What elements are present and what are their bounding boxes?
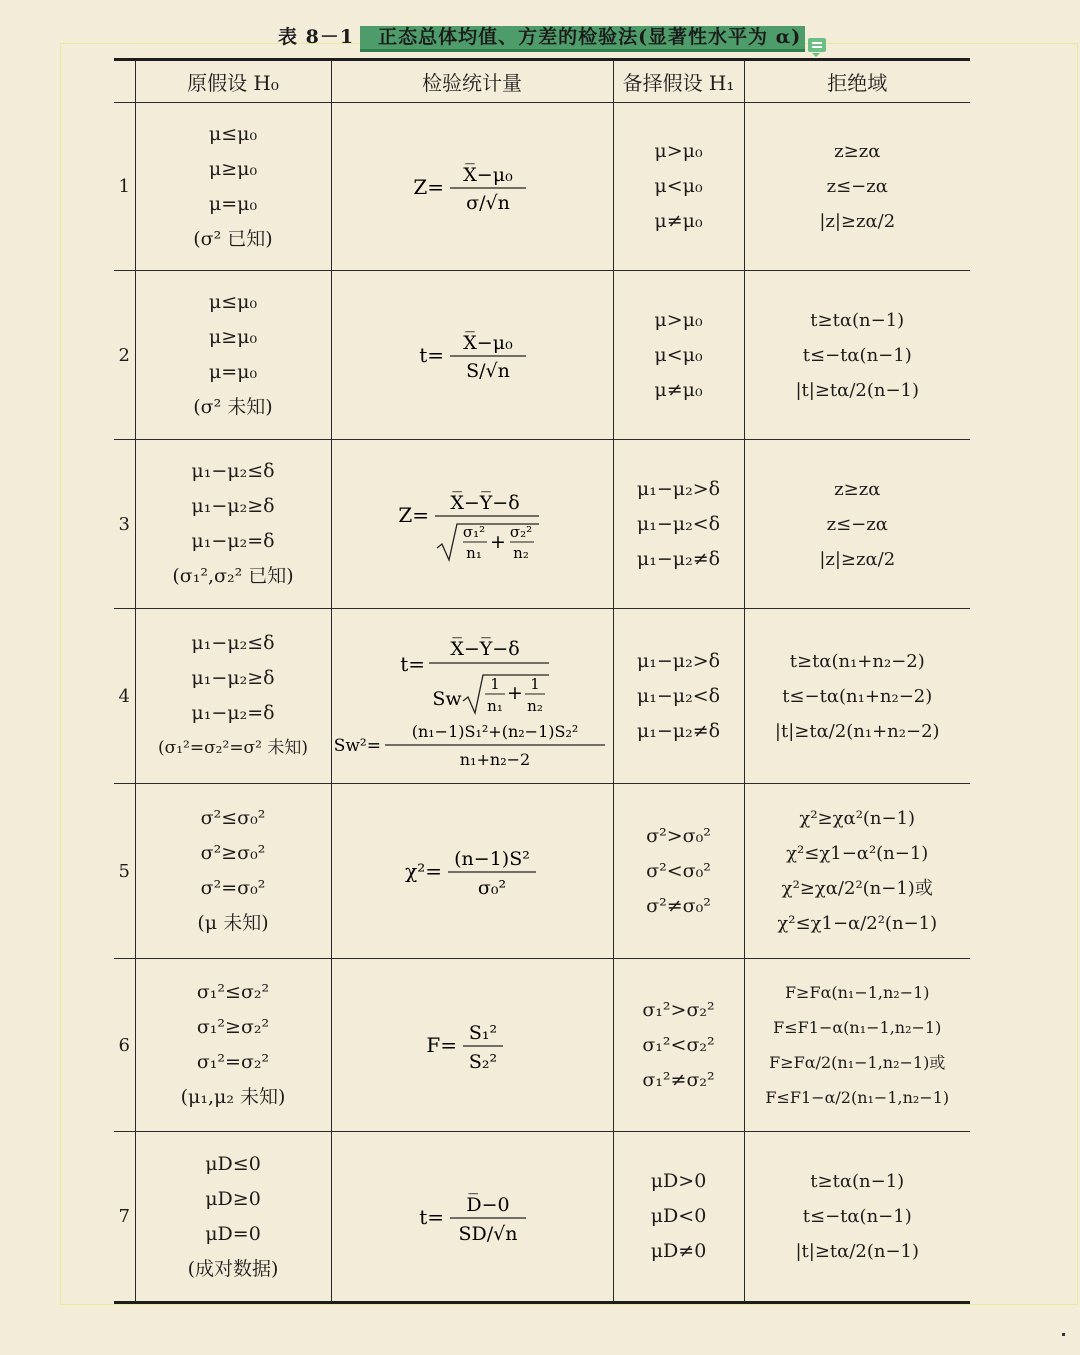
svg-text:S₁²: S₁²	[468, 1022, 498, 1044]
alternative-hypothesis-cell	[613, 103, 744, 271]
null-hypothesis: μD≥0	[205, 1187, 261, 1210]
row-index: 7	[118, 1206, 130, 1227]
rejection-region: χ²≥χα/2²(n−1)或	[781, 878, 933, 899]
alternative-hypothesis: μ<μ₀	[654, 175, 703, 197]
condition-note: (μ₁,μ₂ 未知)	[180, 1086, 286, 1108]
svg-text:D̅−0: D̅−0	[466, 1193, 510, 1216]
test-statistic-cell	[331, 103, 613, 271]
test-statistic-formula	[412, 325, 532, 385]
condition-note: (σ² 已知)	[193, 227, 273, 250]
row-index: 6	[118, 1034, 130, 1056]
svg-text:Z=: Z=	[398, 503, 429, 527]
caption-title[interactable]: 正态总体均值、方差的检验法(显著性水平为 α)	[360, 26, 805, 52]
rejection-region: z≤−zα	[826, 176, 888, 197]
rejection-region: t≤−tα(n−1)	[802, 344, 912, 366]
condition-note: (σ₁²,σ₂² 已知)	[172, 565, 294, 587]
svg-text:Sw: Sw	[432, 688, 462, 710]
header-test-statistic: 检验统计量	[331, 60, 613, 103]
table-row	[114, 609, 970, 784]
null-hypothesis-cell	[135, 1132, 331, 1303]
svg-text:n₁+n₂−2: n₁+n₂−2	[459, 750, 531, 769]
null-hypothesis: μ≥μ₀	[208, 326, 258, 348]
test-statistic-cell	[331, 271, 613, 440]
alternative-hypothesis: μ₁−μ₂<δ	[636, 684, 721, 707]
null-hypothesis: μ₁−μ₂≤δ	[191, 632, 275, 654]
svg-text:σ/√n: σ/√n	[466, 191, 510, 214]
header-row	[114, 60, 970, 103]
svg-text:n₂: n₂	[513, 544, 529, 562]
test-statistic-cell	[331, 440, 613, 609]
alternative-hypothesis: σ₁²≠σ₂²	[642, 1068, 715, 1091]
test-statistic-formula	[412, 1187, 532, 1247]
null-hypothesis: σ²=σ₀²	[200, 877, 266, 899]
alternative-hypothesis: μ>μ₀	[654, 140, 703, 162]
svg-text:χ²=: χ²=	[405, 859, 442, 883]
test-statistic-formula	[427, 1015, 517, 1075]
rejection-region: |t|≥tα/2(n−1)	[795, 379, 920, 401]
alternative-hypothesis: σ₁²<σ₂²	[642, 1033, 715, 1056]
test-statistic-formula	[333, 623, 607, 769]
table-row	[114, 103, 970, 271]
test-statistic-cell	[331, 784, 613, 959]
null-hypothesis-cell	[135, 784, 331, 959]
null-hypothesis: σ₁²≥σ₂²	[196, 1016, 270, 1038]
svg-text:S₂²: S₂²	[468, 1051, 498, 1073]
alternative-hypothesis: σ²≠σ₀²	[646, 894, 711, 917]
svg-text:t=: t=	[400, 652, 425, 676]
table-row	[114, 271, 970, 440]
null-hypothesis: μ₁−μ₂≥δ	[191, 495, 275, 517]
alternative-hypothesis: σ²<σ₀²	[646, 859, 711, 882]
alternative-hypothesis-cell	[613, 959, 744, 1132]
header-rejection-region: 拒绝域	[744, 60, 970, 103]
alternative-hypothesis: μ<μ₀	[654, 343, 703, 366]
svg-text:n₂: n₂	[527, 697, 543, 715]
null-hypothesis-cell	[135, 609, 331, 784]
alternative-hypothesis: μ₁−μ₂≠δ	[636, 719, 721, 742]
svg-text:X̅−μ₀: X̅−μ₀	[463, 163, 513, 186]
alternative-hypothesis-cell	[613, 1132, 744, 1303]
svg-text:1: 1	[530, 675, 540, 693]
svg-text:X̅−Y̅−δ: X̅−Y̅−δ	[450, 492, 520, 514]
alternative-hypothesis: μ≠μ₀	[654, 378, 703, 401]
rejection-region-cell	[744, 271, 970, 440]
rejection-region-cell	[744, 609, 970, 784]
condition-note: (σ² 未知)	[193, 396, 273, 418]
null-hypothesis: μ=μ₀	[208, 361, 258, 383]
null-hypothesis: σ²≤σ₀²	[200, 807, 266, 829]
header-index	[114, 60, 135, 103]
caption-number: 表 8－1	[278, 26, 355, 48]
null-hypothesis: μ₁−μ₂≤δ	[191, 460, 275, 482]
null-hypothesis: μ₁−μ₂=δ	[191, 702, 275, 724]
svg-text:σ₁²: σ₁²	[462, 523, 486, 541]
test-statistic-cell	[331, 609, 613, 784]
alternative-hypothesis: μ₁−μ₂>δ	[636, 477, 721, 500]
comment-note-icon[interactable]	[808, 38, 826, 52]
condition-note: (σ₁²=σ₂²=σ² 未知)	[157, 738, 309, 758]
condition-note: (成对数据)	[187, 1257, 279, 1280]
null-hypothesis: μD=0	[205, 1222, 261, 1245]
rejection-region: z≥zα	[834, 141, 881, 162]
alternative-hypothesis: σ²>σ₀²	[646, 824, 711, 847]
svg-text:X̅−Y̅−δ: X̅−Y̅−δ	[450, 638, 520, 660]
rejection-region: |z|≥zα/2	[819, 211, 896, 232]
null-hypothesis: μD≤0	[205, 1152, 261, 1175]
rejection-region: t≤−tα(n₁+n₂−2)	[782, 685, 933, 707]
null-hypothesis-cell	[135, 103, 331, 271]
svg-text:Sw²=: Sw²=	[333, 736, 381, 756]
null-hypothesis-cell	[135, 271, 331, 440]
rejection-region-cell	[744, 103, 970, 271]
svg-text:X̅−μ₀: X̅−μ₀	[463, 332, 513, 354]
test-statistic-formula	[402, 841, 542, 901]
null-hypothesis: μ≤μ₀	[208, 291, 258, 313]
null-hypothesis: σ²≥σ₀²	[200, 842, 266, 864]
null-hypothesis: σ₁²≤σ₂²	[196, 981, 270, 1003]
rejection-region: |t|≥tα/2(n−1)	[795, 1241, 920, 1262]
alternative-hypothesis: μ>μ₀	[654, 308, 703, 331]
rejection-region-cell	[744, 784, 970, 959]
alternative-hypothesis-cell	[613, 784, 744, 959]
null-hypothesis: μ=μ₀	[208, 192, 258, 215]
rejection-region: F≥Fα/2(n₁−1,n₂−1)或	[769, 1053, 946, 1072]
svg-text:t=: t=	[419, 1204, 444, 1229]
rejection-region: F≤F1−α/2(n₁−1,n₂−1)	[765, 1088, 950, 1107]
svg-text:1: 1	[490, 675, 500, 693]
rejection-region: |z|≥zα/2	[819, 548, 896, 570]
null-hypothesis: μ₁−μ₂≥δ	[191, 667, 275, 689]
test-statistic-cell	[331, 959, 613, 1132]
svg-text:+: +	[490, 531, 506, 553]
test-statistic-cell	[331, 1132, 613, 1303]
table-row	[114, 1132, 970, 1303]
table-caption	[278, 22, 805, 49]
svg-text:Z=: Z=	[413, 174, 444, 199]
row-index: 1	[118, 176, 130, 197]
null-hypothesis-cell	[135, 440, 331, 609]
rejection-region: t≥tα(n−1)	[810, 309, 905, 331]
rejection-region: t≥tα(n₁+n₂−2)	[789, 650, 925, 672]
svg-text:n₁: n₁	[487, 697, 503, 715]
test-statistic-formula	[412, 157, 532, 217]
alternative-hypothesis-cell	[613, 440, 744, 609]
alternative-hypothesis: μD≠0	[650, 1240, 707, 1262]
rejection-region: t≤−tα(n−1)	[802, 1206, 912, 1227]
table-row	[114, 959, 970, 1132]
svg-text:+: +	[507, 682, 523, 704]
svg-text:S/√n: S/√n	[466, 360, 510, 382]
rejection-region: χ²≤χ1−α/2²(n−1)	[777, 913, 938, 934]
alternative-hypothesis: μ₁−μ₂>δ	[636, 649, 721, 672]
alternative-hypothesis: μ≠μ₀	[654, 210, 703, 232]
test-statistic-formula	[397, 484, 547, 564]
rejection-region: F≤F1−α(n₁−1,n₂−1)	[773, 1018, 942, 1037]
null-hypothesis: μ≤μ₀	[208, 122, 258, 145]
header-null-hypothesis: 原假设 H₀	[135, 60, 331, 103]
svg-text:n₁: n₁	[466, 544, 482, 562]
svg-text:F=: F=	[426, 1033, 457, 1057]
rejection-region: z≥zα	[834, 478, 881, 500]
svg-text:t=: t=	[419, 343, 444, 367]
svg-text:(n₁−1)S₁²+(n₂−1)S₂²: (n₁−1)S₁²+(n₂−1)S₂²	[411, 722, 579, 741]
alternative-hypothesis: μD<0	[650, 1205, 707, 1227]
svg-text:(n−1)S²: (n−1)S²	[454, 848, 530, 870]
rejection-region: χ²≤χ1−α²(n−1)	[786, 843, 929, 864]
rejection-region: z≤−zα	[826, 513, 888, 535]
rejection-region: F≥Fα(n₁−1,n₂−1)	[784, 983, 930, 1002]
row-index: 5	[118, 860, 130, 882]
rejection-region: |t|≥tα/2(n₁+n₂−2)	[774, 720, 940, 742]
alternative-hypothesis: σ₁²>σ₂²	[642, 998, 715, 1021]
alternative-hypothesis-cell	[613, 609, 744, 784]
table-row	[114, 784, 970, 959]
null-hypothesis: μ₁−μ₂=δ	[191, 530, 275, 552]
null-hypothesis-cell	[135, 959, 331, 1132]
null-hypothesis: μ≥μ₀	[208, 157, 258, 180]
alternative-hypothesis-cell	[613, 271, 744, 440]
row-index: 2	[118, 344, 130, 366]
alternative-hypothesis: μD>0	[650, 1170, 707, 1192]
null-hypothesis: σ₁²=σ₂²	[196, 1051, 270, 1073]
rejection-region: χ²≥χα²(n−1)	[799, 808, 916, 829]
page-dot	[1062, 1333, 1065, 1336]
table-row	[114, 440, 970, 609]
header-alternative-hypothesis: 备择假设 H₁	[613, 60, 744, 103]
row-index: 3	[118, 513, 130, 535]
rejection-region-cell	[744, 959, 970, 1132]
alternative-hypothesis: μ₁−μ₂<δ	[636, 512, 721, 535]
rejection-region-cell	[744, 440, 970, 609]
svg-text:σ₀²: σ₀²	[477, 877, 507, 899]
row-index: 4	[118, 685, 130, 707]
rejection-region-cell	[744, 1132, 970, 1303]
hypothesis-test-table	[114, 58, 970, 1304]
svg-text:SD/√n: SD/√n	[458, 1222, 518, 1245]
svg-text:σ₂²: σ₂²	[509, 523, 533, 541]
rejection-region: t≥tα(n−1)	[810, 1171, 905, 1192]
alternative-hypothesis: μ₁−μ₂≠δ	[636, 547, 721, 570]
condition-note: (μ 未知)	[197, 912, 269, 934]
